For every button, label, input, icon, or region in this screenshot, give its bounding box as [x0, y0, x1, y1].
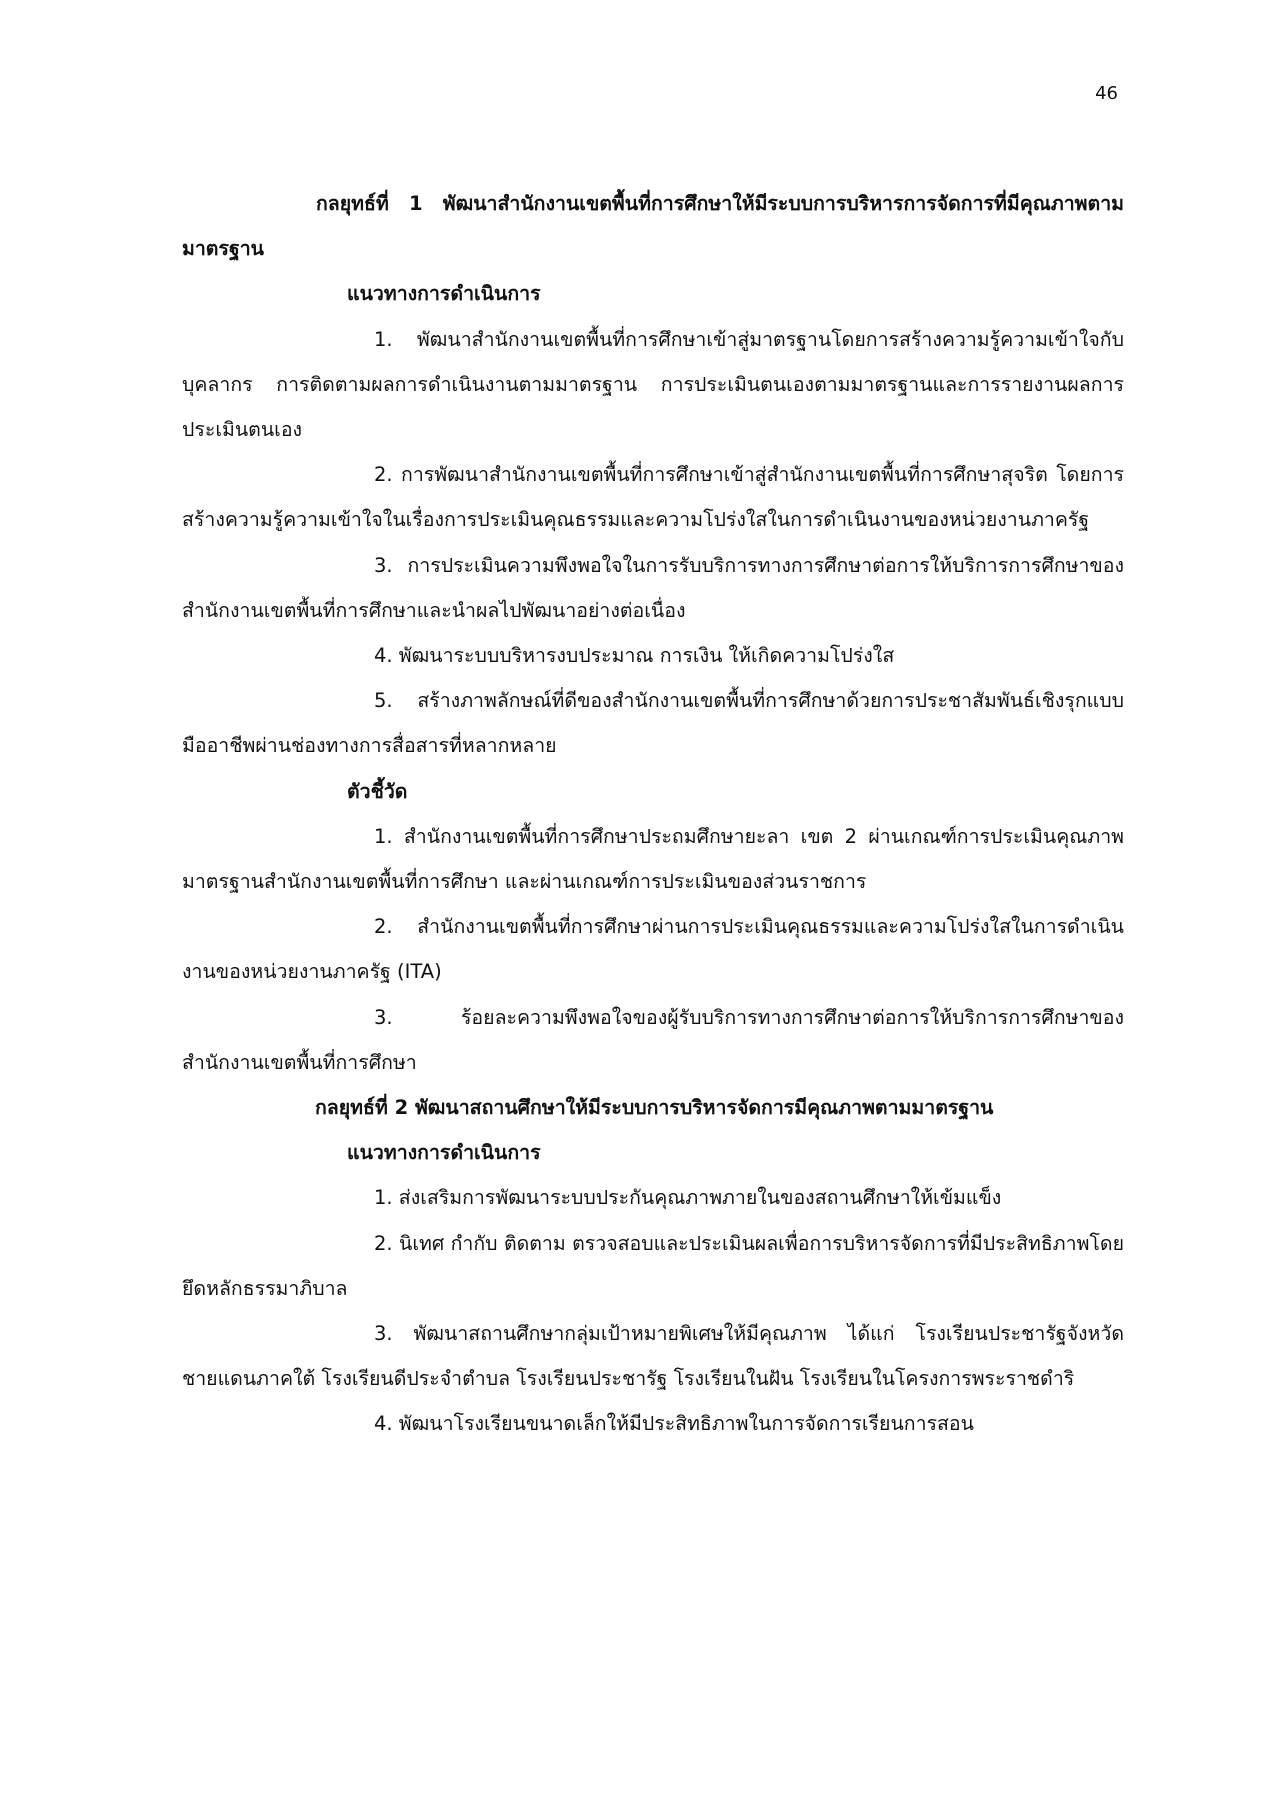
strategy-1-guideline-1: 1. พัฒนาสำนักงานเขตพื้นที่การศึกษาเข้าสู่มาตรฐานโดยการสร้างความรู้ความเข้าใจกับบุคลากร การติดตามผลการดำเนินงานตามมาตรฐาน การประเมินตนเองตามมาตรฐานและการรายงานผลการประเมินตนเอง — [182, 327, 1124, 442]
page-number: 46 — [1095, 83, 1118, 104]
strategy-2-guidelines-heading: แนวทางการดำเนินการ — [347, 1141, 541, 1165]
strategy-2-guideline-4: 4. พัฒนาโรงเรียนขนาดเล็กให้มีประสิทธิภาพในการจัดการเรียนการสอน — [374, 1412, 974, 1436]
page-body — [182, 181, 1124, 1447]
strategy-2-guideline-2: 2. นิเทศ กำกับ ติดตาม ตรวจสอบและประเมินผลเพื่อการบริหารจัดการที่มีประสิทธิภาพโดยยึดหลักธรรมาภิบาล — [182, 1231, 1124, 1300]
strategy-1-guideline-4: 4. พัฒนาระบบบริหารงบประมาณ การเงิน ให้เกิดความโปร่งใส — [374, 644, 895, 668]
strategy-1-indicator-1: 1. สำนักงานเขตพื้นที่การศึกษาประถมศึกษายะลา เขต 2 ผ่านเกณฑ์การประเมินคุณภาพมาตรฐานสำนักงานเขตพื้นที่การศึกษา และผ่านเกณฑ์การประเมินของส่วนราชการ — [182, 824, 1124, 894]
strategy-2-guideline-1: 1. ส่งเสริมการพัฒนาระบบประกันคุณภาพภายในของสถานศึกษาให้เข้มแข็ง — [374, 1186, 1002, 1210]
strategy-1-indicators-heading: ตัวชี้วัด — [347, 779, 408, 803]
strategy-1-indicator-2: 2. สำนักงานเขตพื้นที่การศึกษาผ่านการประเมินคุณธรรมและความโปร่งใสในการดำเนินงานของหน่วยงานภาครัฐ (ITA) — [182, 915, 1124, 984]
strategy-1-guidelines-heading: แนวทางการดำเนินการ — [347, 282, 541, 306]
strategy-1-title: กลยุทธ์ที่ 1 พัฒนาสำนักงานเขตพื้นที่การศึกษาให้มีระบบการบริหารการจัดการที่มีคุณภาพตามมาตรฐาน — [182, 192, 1124, 261]
strategy-2-guideline-3: 3. พัฒนาสถานศึกษากลุ่มเป้าหมายพิเศษให้มีคุณภาพ ได้แก่ โรงเรียนประชารัฐจังหวัดชายแดนภาคใต้ โรงเรียนดีประจำตำบล โรงเรียนประชารัฐ โรงเรียนในฝัน โรงเรียนในโครงการพระราชดำริ — [182, 1322, 1124, 1391]
strategy-1-guideline-5: 5. สร้างภาพลักษณ์ที่ดีของสำนักงานเขตพื้นที่การศึกษาด้วยการประชาสัมพันธ์เชิงรุกแบบมืออาชีพผ่านช่องทางการสื่อสารที่หลากหลาย — [182, 689, 1124, 758]
strategy-1-guideline-2: 2. การพัฒนาสำนักงานเขตพื้นที่การศึกษาเข้าสู่สำนักงานเขตพื้นที่การศึกษาสุจริต โดยการสร้างความรู้ความเข้าใจในเรื่องการประเมินคุณธรรมและความโปร่งใสในการดำเนินงานของหน่วยงานภาครัฐ — [182, 463, 1124, 532]
strategy-1-indicator-3: 3. ร้อยละความพึงพอใจของผู้รับบริการทางการศึกษาต่อการให้บริการการศึกษาของสำนักงานเขตพื้นที่การศึกษา — [182, 1005, 1124, 1074]
strategy-1-guideline-3: 3. การประเมินความพึงพอใจในการรับบริการทางการศึกษาต่อการให้บริการการศึกษาของสำนักงานเขตพื้นที่การศึกษาและนำผลไปพัฒนาอย่างต่อเนื่อง — [182, 553, 1124, 622]
strategy-2-title: กลยุทธ์ที่ 2 พัฒนาสถานศึกษาให้มีระบบการบริหารจัดการมีคุณภาพตามมาตรฐาน — [315, 1096, 994, 1120]
